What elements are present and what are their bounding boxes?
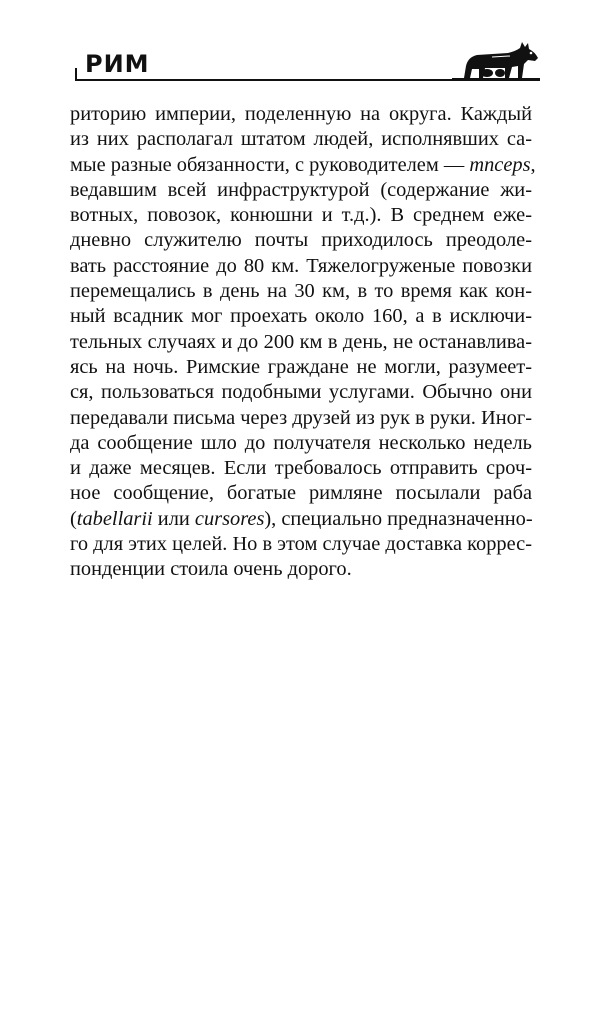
body-text (70, 102, 536, 583)
capitoline-wolf-icon (452, 40, 542, 90)
text-line: и даже месяцев. Если требовалось отправить сроч- (70, 457, 532, 480)
text-line: да сообщение шло до получателя несколько недель (70, 431, 532, 454)
text-line: из них располагал штатом людей, исполнявших са- (70, 128, 532, 151)
text-line: ясь на ночь. Римские граждане не могли, разумеет- (70, 355, 532, 378)
text-line: мые разные обязанности, с руководителем — mnceps, (70, 153, 536, 176)
text-line: ведавшим всей инфраструктурой (содержание жи- (70, 178, 532, 201)
latin-term: cursores (194, 507, 265, 530)
text-line: дневно служителю почты приходилось преодоле- (70, 229, 532, 252)
latin-term: tabellarii (76, 507, 153, 530)
text-line: ное сообщение, богатые римляне посылали раба (70, 482, 532, 505)
text-line: перемещались в день на 30 км, в то время как кон- (70, 280, 532, 303)
text-line: го для этих целей. Но в этом случае доставка коррес- (70, 533, 532, 556)
text-line-last: понденции стоила очень дорого. (70, 558, 352, 581)
text-line: тельных случаях и до 200 км в день, не останавлива- (70, 330, 532, 353)
running-header (70, 40, 540, 90)
running-header-title: РИМ (85, 50, 150, 78)
text-line: ный всадник мог проехать около 160, а в исключи- (70, 305, 532, 328)
header-rule (75, 79, 475, 81)
latin-term: mnceps (469, 153, 531, 176)
text-line: риторию империи, поделенную на округа. Каждый (70, 103, 532, 125)
text-line: ся, пользоваться подобными услугами. Обычно они (70, 381, 532, 404)
text-line: (tabellarii или cursores), специально предназначенно- (70, 507, 533, 530)
text-line: вотных, повозок, конюшни и т.д.). В среднем еже- (70, 204, 532, 227)
text-line: передавали письма через друзей из рук в руки. Иног- (70, 406, 532, 429)
text-line: вать расстояние до 80 км. Тяжелогруженые повозки (70, 254, 532, 277)
